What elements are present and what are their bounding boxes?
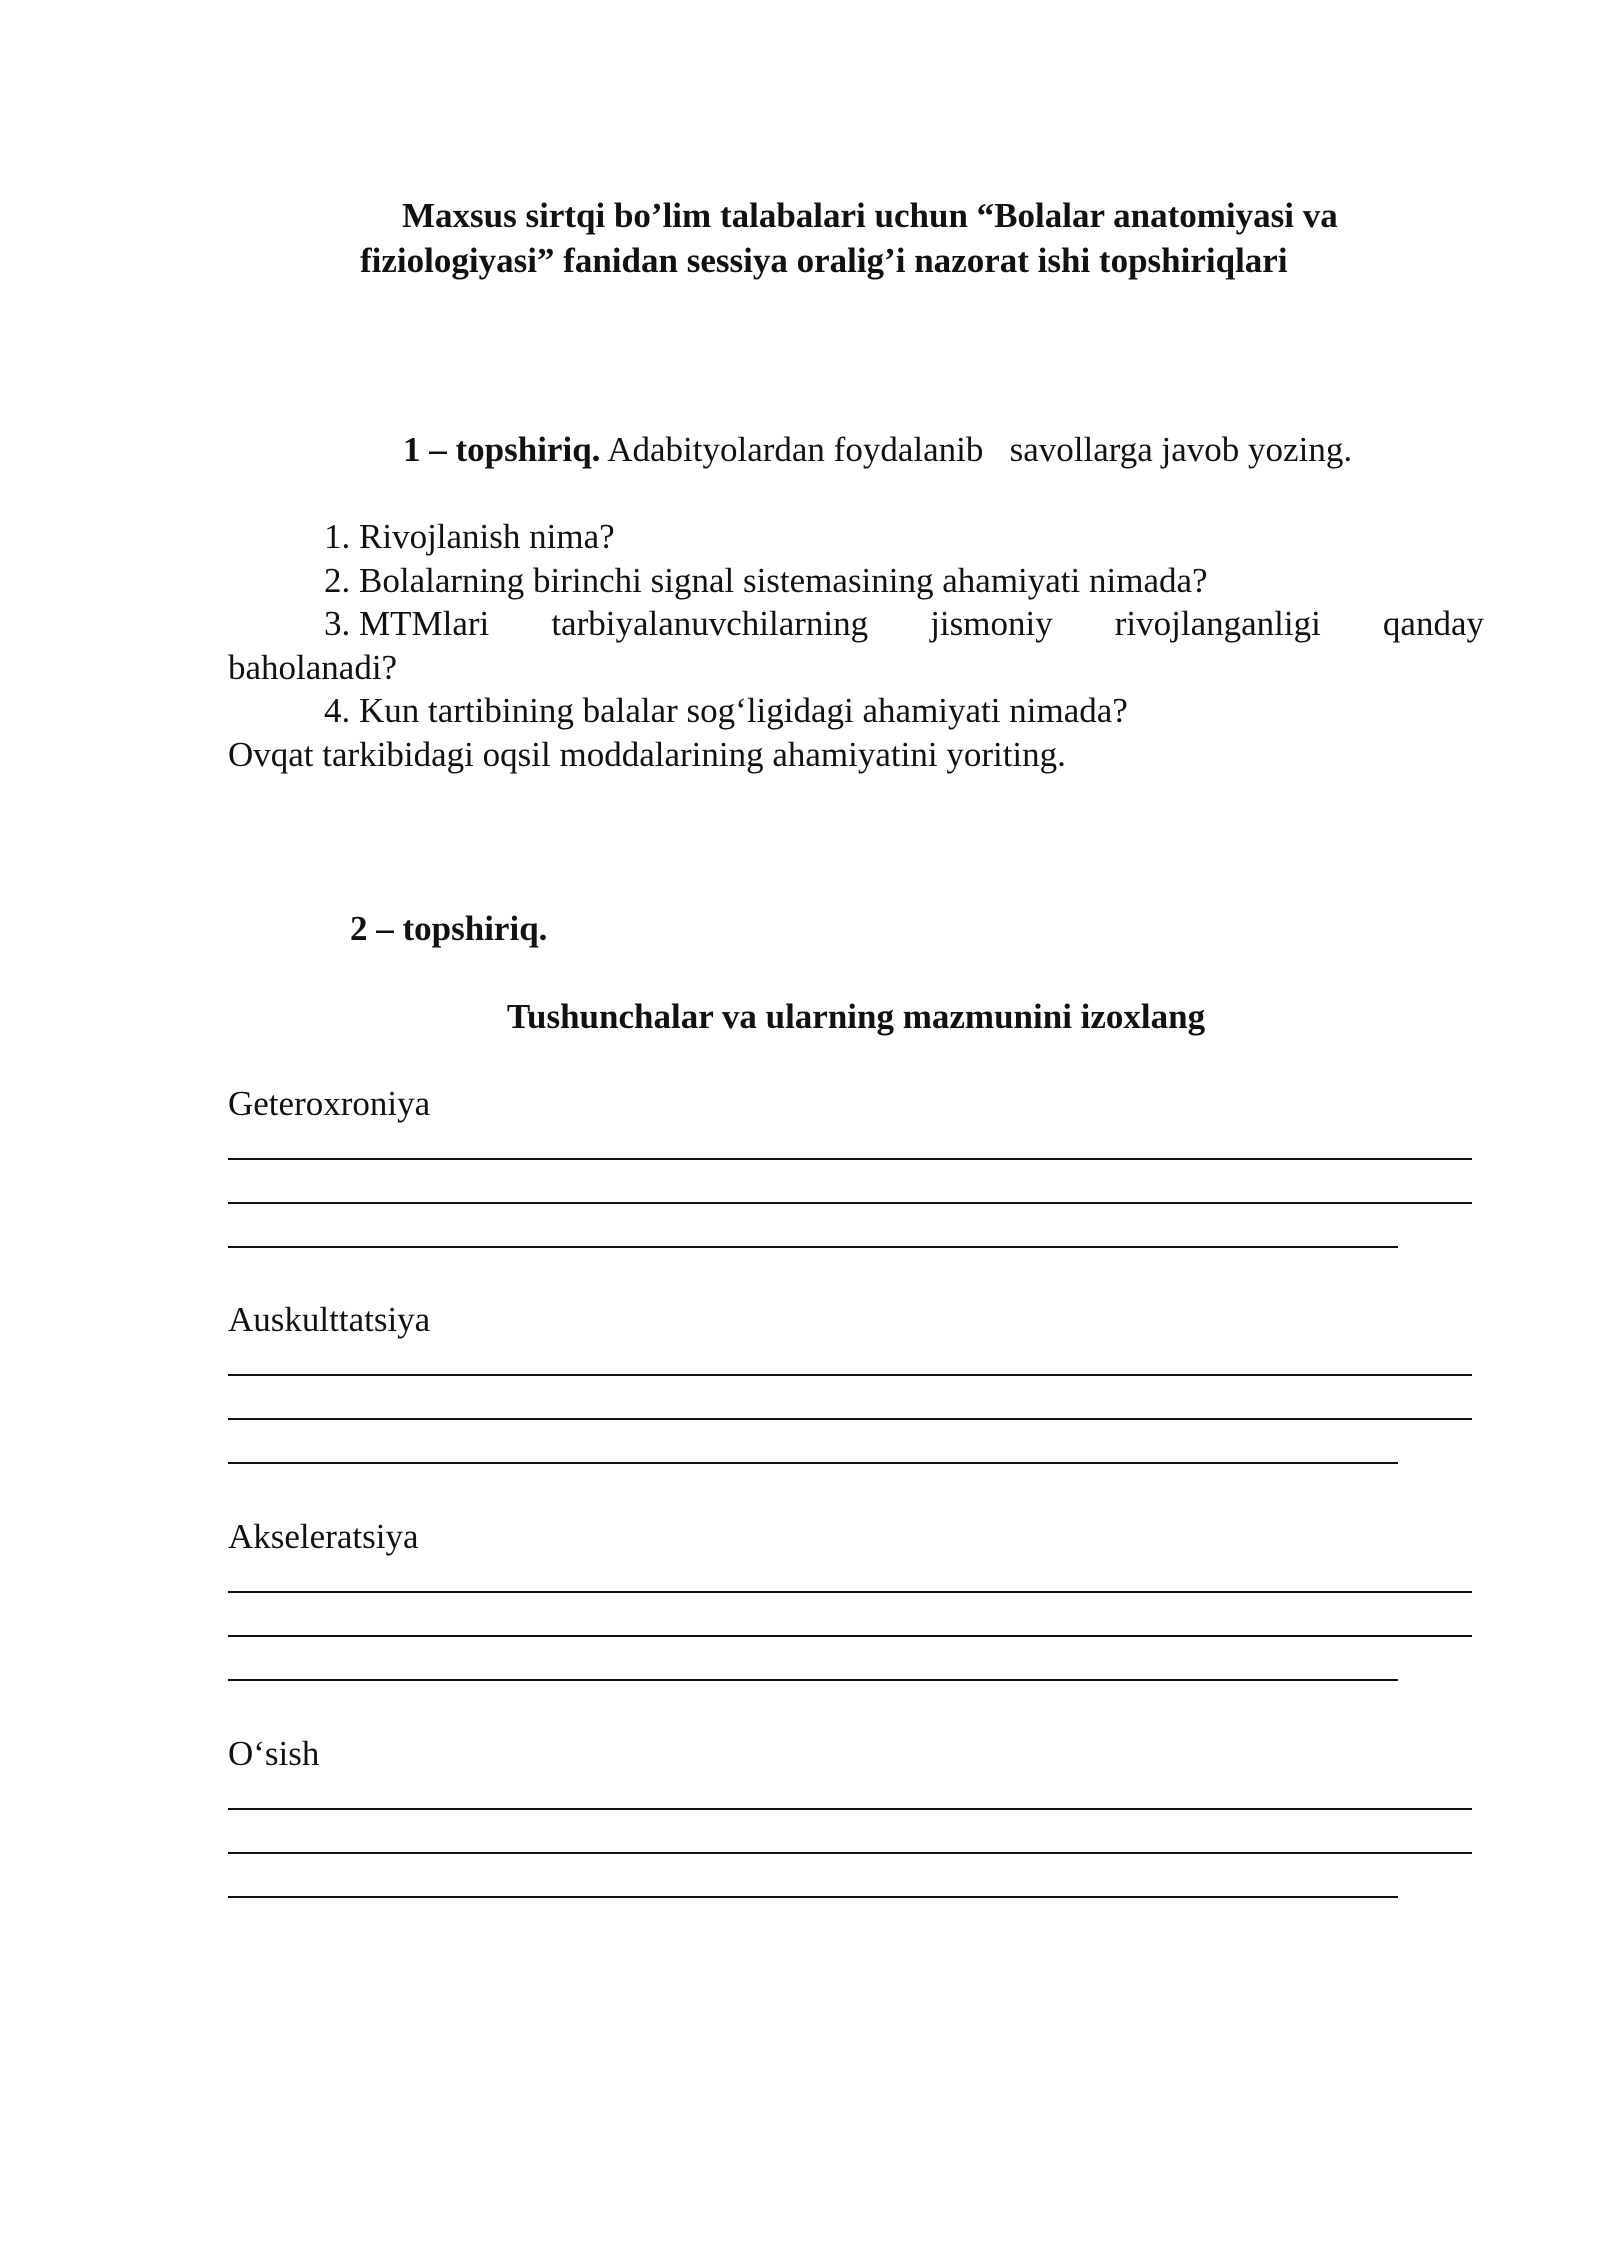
answer-line-3[interactable] xyxy=(228,1896,1398,1898)
answer-line-1[interactable] xyxy=(228,1158,1472,1160)
question-3-part-1: 3. MTMlari xyxy=(324,604,490,643)
title-line-2: fiziologiyasi” fanidan sessiya oralig’i nazorat ishi topshiriqlari xyxy=(360,241,1288,280)
question-1: 1. Rivojlanish nima? xyxy=(324,517,615,556)
term-label: Auskulttatsiya xyxy=(228,1300,431,1339)
answer-line-2[interactable] xyxy=(228,1202,1472,1204)
title-line-1: Maxsus sirtqi bo’lim talabalari uchun “Bolalar anatomiyasi va xyxy=(402,196,1338,235)
answer-line-1[interactable] xyxy=(228,1374,1472,1376)
term-label: O‘sish xyxy=(228,1734,320,1773)
task2-subheading: Tushunchalar va ularning mazmunini izoxlang xyxy=(506,997,1206,1036)
task1-instruction: Adabityolardan foydalanib savollarga javob yozing. xyxy=(600,430,1353,469)
answer-line-2[interactable] xyxy=(228,1635,1472,1637)
question-3-word-2: jismoniy xyxy=(930,604,1053,643)
term-block-akseleratsiya xyxy=(228,1514,1484,1559)
term-block-geteroxroniya xyxy=(228,1081,1484,1126)
question-3-word-3: rivojlanganligi xyxy=(1114,604,1321,643)
question-2: 2. Bolalarning birinchi signal sistemasining ahamiyati nimada? xyxy=(324,560,1208,600)
question-3-word-4: qanday xyxy=(1382,604,1484,643)
answer-line-3[interactable] xyxy=(228,1246,1398,1248)
question-4: 4. Kun tartibining balalar sog‘ligidagi ahamiyati nimada? xyxy=(324,691,1128,730)
term-block-osish xyxy=(228,1731,1484,1776)
task2-heading: 2 – topshiriq. xyxy=(350,909,548,948)
answer-line-3[interactable] xyxy=(228,1462,1398,1464)
answer-line-2[interactable] xyxy=(228,1418,1472,1420)
answer-line-2[interactable] xyxy=(228,1852,1472,1854)
question-3-word-1: tarbiyalanuvchilarning xyxy=(551,604,869,643)
term-block-auskulttatsiya xyxy=(228,1297,1484,1342)
answer-line-1[interactable] xyxy=(228,1808,1472,1810)
question-3 xyxy=(228,602,1484,646)
document-title xyxy=(360,193,1460,283)
question-5: Ovqat tarkibidagi oqsil moddalarining ahamiyatini yoriting. xyxy=(228,734,1066,774)
task1-heading xyxy=(403,427,1352,472)
term-label: Geteroxroniya xyxy=(228,1084,431,1123)
question-3-continuation: baholanadi? xyxy=(228,647,398,687)
question-list xyxy=(228,515,1484,776)
answer-line-3[interactable] xyxy=(228,1679,1398,1681)
answer-line-1[interactable] xyxy=(228,1591,1472,1593)
term-label: Akseleratsiya xyxy=(228,1517,419,1556)
task1-label: 1 – topshiriq. xyxy=(403,430,601,469)
